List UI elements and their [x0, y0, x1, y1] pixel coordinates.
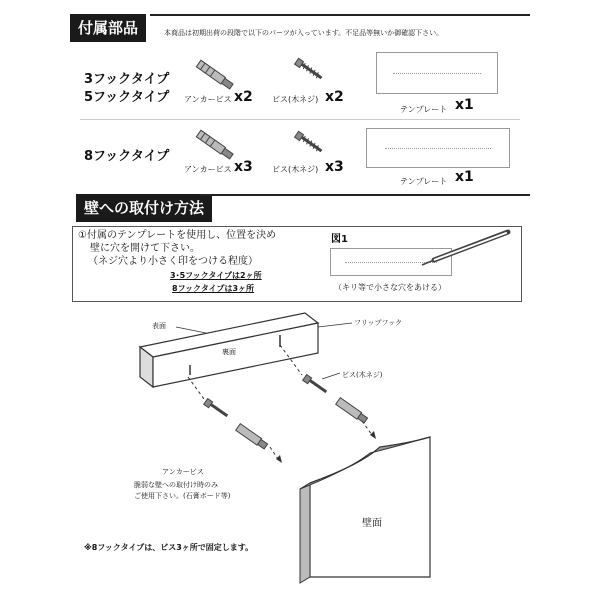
step1-line2: 壁に穴を開けて下さい。	[90, 243, 200, 254]
group2-anchor-qty: x3	[234, 159, 253, 175]
step1-note-8hook: 8フックタイプは3ヶ所	[172, 284, 255, 293]
group2-screw-qty: x3	[325, 159, 344, 175]
group2-template-qty: x1	[455, 169, 474, 185]
anchor-screw-icon	[190, 55, 240, 95]
anchor-screw-icon	[190, 125, 240, 165]
parts-notice: 本商品は初期出荷の段階で以下のパーツが入っています。不足品等無いか御確認下さい。	[164, 29, 444, 37]
group2-template-image	[366, 128, 510, 168]
step1-instructions	[78, 229, 276, 268]
group1-template-image	[376, 52, 498, 94]
group1-anchor-qty: x2	[234, 89, 253, 105]
step1-note-35hook: 3･5フックタイプは2ヶ所	[170, 271, 262, 280]
section-parts-title: 付属部品	[70, 14, 146, 42]
footnote-8hook: ※8フックタイプは、ビス3ヶ所で固定します。	[84, 543, 254, 552]
step1-line1: ①付属のテンプレートを使用し、位置を決め	[78, 230, 277, 241]
label-wood-screw: ビス(木ネジ)	[342, 371, 383, 379]
group1-template-qty: x1	[455, 97, 474, 113]
group1-anchor-label: アンカービス	[184, 95, 232, 104]
group2-template-label: テンプレート	[400, 177, 448, 186]
header-rule	[200, 194, 530, 196]
figure1-caption: （キリ等で小さな穴をあける）	[334, 283, 446, 292]
label-back-surface: 裏面	[222, 348, 236, 356]
header-rule	[150, 14, 530, 16]
label-anchor-screw: アンカービス	[162, 468, 204, 476]
group2-anchor-label: アンカービス	[184, 165, 232, 174]
anchor-note-line2: ご使用下さい。(石膏ボード等)	[134, 492, 231, 500]
step1-line3: （ネジ穴より小さく印をつける程度）	[88, 256, 258, 267]
group1-label-5hook: 5フックタイプ	[84, 90, 170, 105]
group1-screw-label: ビス(木ネジ)	[272, 95, 319, 104]
group2-label-8hook: 8フックタイプ	[84, 149, 170, 164]
section-install-title: 壁への取付け方法	[76, 194, 212, 222]
label-front-surface: 表面	[152, 322, 166, 330]
wood-screw-icon	[290, 128, 330, 158]
group-divider	[80, 119, 520, 120]
group1-screw-qty: x2	[325, 89, 344, 105]
anchor-note-line1: 脆弱な壁への取付け時のみ	[134, 481, 218, 489]
figure1-label: 図1	[331, 234, 348, 245]
awl-icon	[420, 228, 520, 268]
label-flip-hook: フリップフック	[354, 319, 402, 327]
wood-screw-icon	[290, 55, 330, 85]
group1-template-label: テンプレート	[400, 105, 448, 114]
group1-label-3hook: 3フックタイプ	[84, 72, 170, 87]
label-wall-surface: 壁面	[362, 518, 382, 529]
group2-screw-label: ビス(木ネジ)	[272, 165, 319, 174]
